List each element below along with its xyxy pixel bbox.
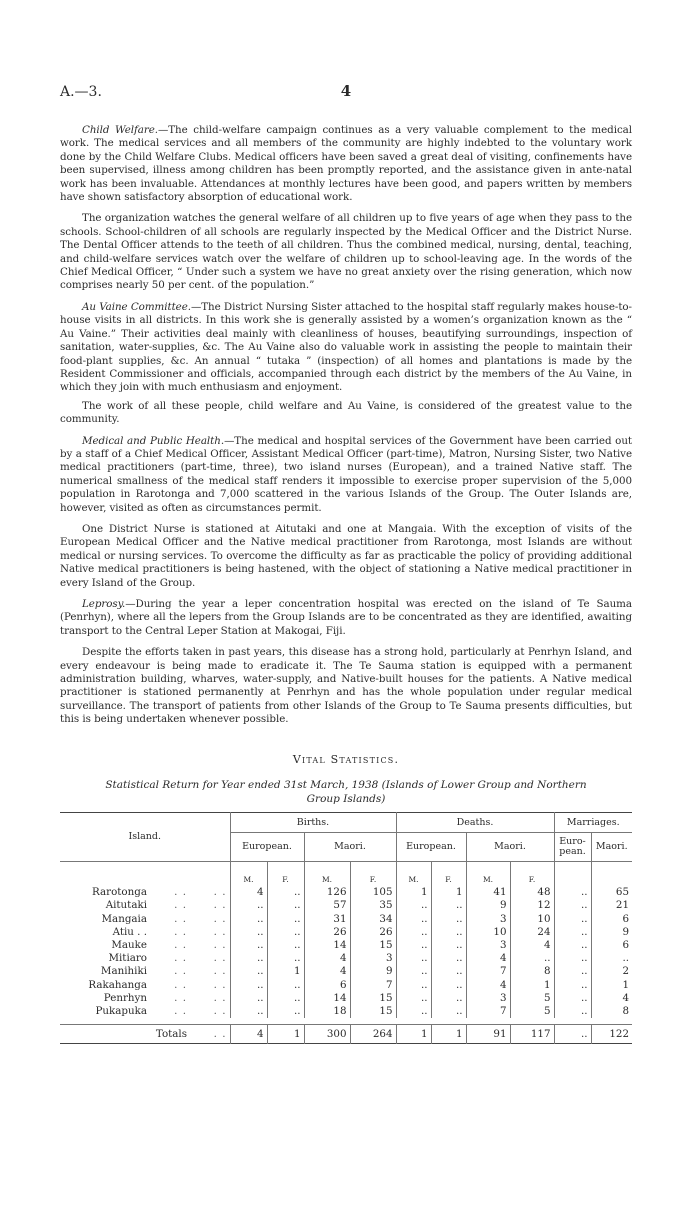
table-cell: .. (431, 965, 466, 978)
table-cell: .. (230, 938, 267, 951)
table-cell: 26 (350, 925, 396, 938)
leader-dots: . . (213, 899, 227, 912)
table-row (60, 912, 632, 925)
leprosy-heading: Leprosy. (82, 598, 126, 610)
table-row (60, 991, 632, 1004)
table-cell: 4 (230, 886, 267, 899)
table-cell: 105 (350, 886, 396, 899)
table-cell: 1 (591, 978, 632, 991)
vital-statistics-subtitle (60, 778, 632, 806)
leader-dots: . . (213, 965, 227, 978)
table-cell: 4 (591, 991, 632, 1004)
island-name: Pukapuka (95, 1004, 147, 1017)
table-cell: .. (396, 912, 431, 925)
totals-cell: 1 (396, 1024, 431, 1043)
table-cell: .. (431, 991, 466, 1004)
table-cell: .. (230, 965, 267, 978)
table-row (60, 965, 632, 978)
table-cell: 3 (350, 952, 396, 965)
table-cell: .. (230, 912, 267, 925)
table-cell: .. (554, 978, 591, 991)
table-cell: .. (431, 978, 466, 991)
leprosy-paragraph-2: Despite the efforts taken in past years, this disease has a strong hold, particularly at Penrhyn Island, and every endeavour is being made to eradicate it. The Te Sauma station is equipped with a permanent administration building, wharves, water-supply, and Native-built houses for the patients. A Native medical practitioner is stationed permanently at Penrhyn and has the whole population under regular medical surveillance. The transport of patients from other Islands of the Group to Te Sauma presents difficulties, but this is being undertaken whenever possible. (60, 646, 632, 726)
table-cell: .. (396, 925, 431, 938)
leader-dots: . . (213, 939, 227, 951)
table-cell: .. (431, 952, 466, 965)
deaths-header: Deaths. (396, 812, 554, 832)
child-welfare-paragraph (60, 124, 632, 204)
table-cell: 57 (304, 899, 350, 912)
island-name: Penrhyn (103, 991, 147, 1004)
table-cell: .. (554, 1004, 591, 1017)
table-cell: 31 (304, 912, 350, 925)
table-cell: 12 (510, 899, 554, 912)
table-cell: .. (554, 938, 591, 951)
table-cell: 4 (466, 978, 510, 991)
table-cell: .. (396, 965, 431, 978)
births-european-header: European. (230, 832, 304, 861)
table-cell: 48 (510, 886, 554, 899)
medical-heading: Medical and Public Health. (82, 434, 225, 447)
au-vaine-paragraph (60, 301, 632, 395)
table-cell: 41 (466, 886, 510, 899)
table-cell: .. (431, 912, 466, 925)
leader-dots: . . (174, 991, 187, 1004)
table-cell: .. (230, 899, 267, 912)
totals-cell: 122 (591, 1024, 632, 1043)
table-cell: .. (554, 886, 591, 899)
table-cell: 15 (350, 991, 396, 1004)
au-vaine-heading: Au Vaine Committee. (82, 300, 191, 313)
table-cell: 15 (350, 938, 396, 951)
table-cell: .. (396, 978, 431, 991)
leader-dots: . . (174, 965, 187, 978)
table-row (60, 952, 632, 965)
sex-subheader-row: M. F. M. F. M. F. M. F. (60, 861, 632, 886)
table-cell: 5 (510, 991, 554, 1004)
table-cell: 35 (350, 899, 396, 912)
table-cell: 18 (304, 1004, 350, 1017)
medical-paragraph (60, 435, 632, 515)
leader-dots: . . (174, 1004, 187, 1017)
table-cell: 8 (510, 965, 554, 978)
statistics-body (60, 861, 632, 1043)
totals-cell: 300 (304, 1024, 350, 1043)
table-cell: .. (554, 952, 591, 965)
table-cell: .. (554, 965, 591, 978)
table-cell: .. (431, 925, 466, 938)
leader-dots: . . (174, 939, 187, 951)
totals-cell: .. (554, 1024, 591, 1043)
leader-dots: . . (213, 925, 227, 938)
leader-dots: . . (213, 952, 227, 965)
table-row (60, 1004, 632, 1017)
table-cell: .. (554, 912, 591, 925)
island-name: Rarotonga (92, 886, 147, 899)
table-cell: 4 (466, 952, 510, 965)
table-cell: 6 (591, 912, 632, 925)
table-cell: 9 (350, 965, 396, 978)
table-cell: .. (230, 978, 267, 991)
table-cell: .. (230, 991, 267, 1004)
table-cell: .. (396, 1004, 431, 1017)
table-cell: .. (431, 938, 466, 951)
au-vaine-paragraph-2: The work of all these people, child welfare and Au Vaine, is considered of the greatest value to the community. (60, 399, 632, 426)
leader-dots: . . (190, 1024, 230, 1043)
table-cell: 26 (304, 925, 350, 938)
table-cell: 4 (304, 965, 350, 978)
table-cell: 10 (466, 925, 510, 938)
table-cell: 24 (510, 925, 554, 938)
totals-cell: 117 (510, 1024, 554, 1043)
table-cell: .. (267, 978, 304, 991)
totals-cell: 91 (466, 1024, 510, 1043)
table-cell: 4 (304, 952, 350, 965)
leader-dots: . . (174, 912, 187, 925)
island-name: Mauke (111, 939, 147, 951)
table-cell: .. (396, 991, 431, 1004)
island-name: Rakahanga (88, 978, 147, 991)
table-cell: 9 (466, 899, 510, 912)
table-cell: .. (554, 991, 591, 1004)
table-cell: 1 (396, 886, 431, 899)
child-welfare-paragraph-2: The organization watches the general welfare of all children up to five years of age when they pass to the schools. School-children of all schools are regularly inspected by the Medical Officer and the District Nurse. The Dental Officer attends to the teeth of all children. Thus the combined medical, nursing, dental, teaching, and child-welfare services watch over the welfare of children up to school-leaving age. In the words of the Chief Medical Officer, “ Under such a system we have no great anxiety over the rising generation, which now comprises nearly 50 per cent. of the population.” (60, 212, 632, 292)
table-cell: .. (396, 938, 431, 951)
totals-label: Totals (60, 1024, 190, 1043)
table-cell: 3 (466, 912, 510, 925)
table-cell: 5 (510, 1004, 554, 1017)
totals-cell: 4 (230, 1024, 267, 1043)
table-row (60, 938, 632, 951)
table-cell: 1 (510, 978, 554, 991)
page-header (60, 84, 632, 124)
table-cell: 9 (591, 925, 632, 938)
leader-dots: . . (213, 912, 227, 925)
medical-paragraph-2: One District Nurse is stationed at Aitutaki and one at Mangaia. With the exception of visits of the European Medical Officer and the Native medical practitioner from Rarotonga, most Islands are without medical or nursing services. To overcome the difficulty as far as practicable the policy of providing additional Native medical practitioners is being hastened, with the object of stationing a Native medical practitioner in every Island of the Group. (60, 522, 632, 589)
table-cell: .. (230, 925, 267, 938)
deaths-european-header: European. (396, 832, 466, 861)
child-welfare-text: —The child-welfare campaign continues as a very valuable complement to the medical work. The medical services and all members of the community are highly indebted to the voluntary work done by the Child Welfare Clubs. Medical officers have been saved a great deal of visiting, confinements have been supervised, illness among children has been promptly reported, and the assistance given in ante-natal work has been invaluable. Attendances at monthly lectures have been good, and papers written by members have shown satisfactory absorption of educational work. (60, 124, 632, 204)
table-cell: 7 (466, 1004, 510, 1017)
table-row (60, 886, 632, 899)
table-cell: .. (554, 899, 591, 912)
table-cell: 21 (591, 899, 632, 912)
table-cell: .. (267, 952, 304, 965)
marriages-european-header: Euro- pean. (554, 832, 591, 861)
table-row (60, 925, 632, 938)
leader-dots: . . (213, 991, 227, 1004)
table-cell: 4 (510, 938, 554, 951)
leader-dots: . . (174, 978, 187, 991)
deaths-maori-header: Maori. (466, 832, 554, 861)
table-cell: .. (230, 1004, 267, 1017)
totals-cell: 264 (350, 1024, 396, 1043)
table-cell: .. (267, 1004, 304, 1017)
table-cell: .. (267, 938, 304, 951)
table-cell: .. (431, 1004, 466, 1017)
table-cell: 34 (350, 912, 396, 925)
page-number: 4 (340, 82, 352, 100)
table-cell: 10 (510, 912, 554, 925)
marriages-maori-header: Maori. (591, 832, 632, 861)
table-cell: .. (267, 991, 304, 1004)
table-cell: 3 (466, 938, 510, 951)
table-cell: 7 (466, 965, 510, 978)
table-row (60, 978, 632, 991)
totals-cell: 1 (267, 1024, 304, 1043)
subtitle-line-1: Statistical Return for Year ended 31st March, 1938 (Islands of Lower Group and Northern (105, 778, 587, 791)
subtitle-line-2: Group Islands) (306, 792, 386, 805)
leader-dots: . . (174, 899, 187, 912)
table-cell: .. (267, 886, 304, 899)
leader-dots: . . (174, 886, 187, 899)
table-cell: .. (396, 952, 431, 965)
leader-dots: . . (213, 978, 227, 991)
island-name: Atiu . . (112, 925, 147, 938)
leader-dots: . . (174, 925, 187, 938)
vital-statistics-table (60, 812, 632, 1044)
table-cell: 1 (267, 965, 304, 978)
leader-dots: . . (213, 886, 227, 899)
au-vaine-text: —The District Nursing Sister attached to the hospital staff regularly makes house-to-house visits in all districts. In this work she is generally assisted by a women’s organization known as the “ Au Vaine.” Their activities deal mainly with cleanliness of houses, beautifying surroundings, inspection of sanitation, water-supplies, &c. The Au Vaine also do valuable work in assisting the people to maintain their food-plant supplies, &c. An annual “ tutaka ” (inspection) of all homes and plantations is made by the Resident Commissioner and officials, accompanied through each district by the members of the Au Vaine, in which they join with much enthusiasm and enjoyment. (60, 300, 632, 394)
table-cell: .. (431, 899, 466, 912)
table-cell: 2 (591, 965, 632, 978)
table-cell: .. (554, 925, 591, 938)
table-cell: 14 (304, 991, 350, 1004)
births-maori-header: Maori. (304, 832, 396, 861)
table-cell: 3 (466, 991, 510, 1004)
island-name: Manihiki (100, 965, 147, 978)
child-welfare-heading: Child Welfare. (82, 124, 158, 136)
table-cell: 65 (591, 886, 632, 899)
island-header: Island. (128, 831, 162, 843)
leader-dots: . . (174, 952, 187, 965)
vital-statistics-title: Vital Statistics. (292, 752, 400, 766)
table-cell: .. (267, 925, 304, 938)
totals-row (60, 1024, 632, 1043)
island-name: Mangaia (101, 912, 147, 925)
leprosy-paragraph (60, 598, 632, 638)
leprosy-text: —During the year a leper concentration hospital was erected on the island of Te Sauma (Penrhyn), where all the lepers from the Group Islands are to be concentrated as they are identified, awaiting transport to the Central Leper Station at Makogai, Fiji. (60, 598, 632, 637)
island-name: Mitiaro (108, 952, 147, 965)
table-cell: 14 (304, 938, 350, 951)
marriages-header: Marriages. (554, 812, 632, 832)
table-cell: .. (396, 899, 431, 912)
table-cell: 6 (591, 938, 632, 951)
document-reference: A.—3. (60, 84, 102, 100)
table-cell: .. (267, 899, 304, 912)
table-cell: 6 (304, 978, 350, 991)
medical-text: —The medical and hospital services of the Government have been carried out by a staff of a Chief Medical Officer, Assistant Medical Officer (part-time), Matron, Nursing Sister, two Native medical practitioners (part-time, three), two island nurses (European), and a trained Native staff. The numerical smallness of the medical staff renders it impossible to exercise proper supervision of the 5,000 population in Rarotonga and 7,000 scattered in the various Islands of the Group. The Outer Islands are, however, visited as often as circumstances permit. (60, 434, 632, 514)
totals-cell: 1 (431, 1024, 466, 1043)
table-row (60, 899, 632, 912)
births-header: Births. (230, 812, 396, 832)
table-cell: 15 (350, 1004, 396, 1017)
island-name: Aitutaki (105, 899, 147, 912)
leader-dots: . . (213, 1004, 227, 1017)
table-cell: 7 (350, 978, 396, 991)
table-cell: 1 (431, 886, 466, 899)
table-cell: .. (591, 952, 632, 965)
table-cell: .. (510, 952, 554, 965)
table-cell: .. (230, 952, 267, 965)
table-cell: 8 (591, 1004, 632, 1017)
table-cell: .. (267, 912, 304, 925)
table-cell: 126 (304, 886, 350, 899)
